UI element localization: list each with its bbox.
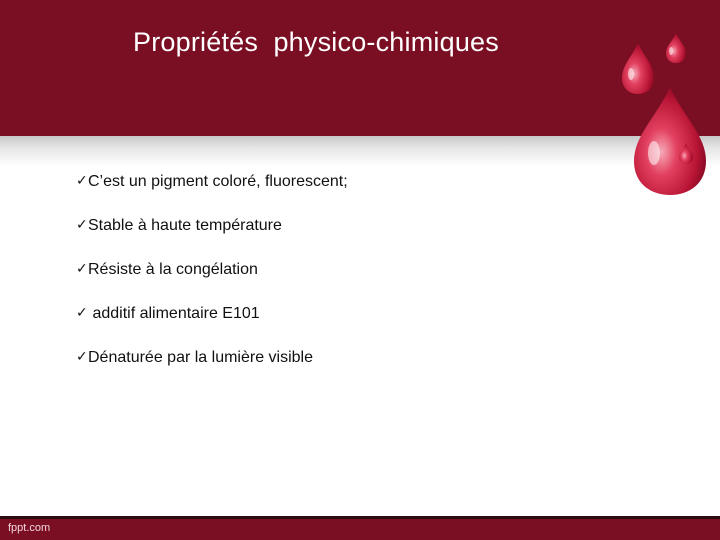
bullet-item: [76, 304, 348, 348]
check-icon: ✓: [76, 261, 88, 277]
bullet-text: Dénaturée par la lumière visible: [88, 349, 313, 366]
check-icon: ✓: [76, 173, 88, 189]
bullet-text: additif alimentaire E101: [88, 305, 260, 322]
footer-band: [0, 516, 720, 540]
check-icon: ✓: [76, 217, 88, 233]
bullet-list: [76, 172, 348, 392]
slide-title: Propriétés physico-chimiques: [133, 27, 499, 57]
bullet-item: [76, 348, 348, 392]
large-drop-icon: [634, 87, 706, 195]
blood-drops-illustration: [600, 25, 720, 200]
bullet-text: C’est un pigment coloré, fluorescent;: [88, 173, 348, 190]
bullet-text: Résiste à la congélation: [88, 261, 258, 278]
check-icon: ✓: [76, 349, 88, 365]
footer-label: fppt.com: [8, 522, 51, 534]
small-drop-icon: [666, 33, 686, 63]
check-icon: ✓: [76, 305, 88, 321]
bullet-item: [76, 216, 348, 260]
bullet-text: Stable à haute température: [88, 217, 282, 234]
medium-drop-icon: [622, 43, 654, 94]
bullet-item: [76, 260, 348, 304]
bullet-item: [76, 172, 348, 216]
